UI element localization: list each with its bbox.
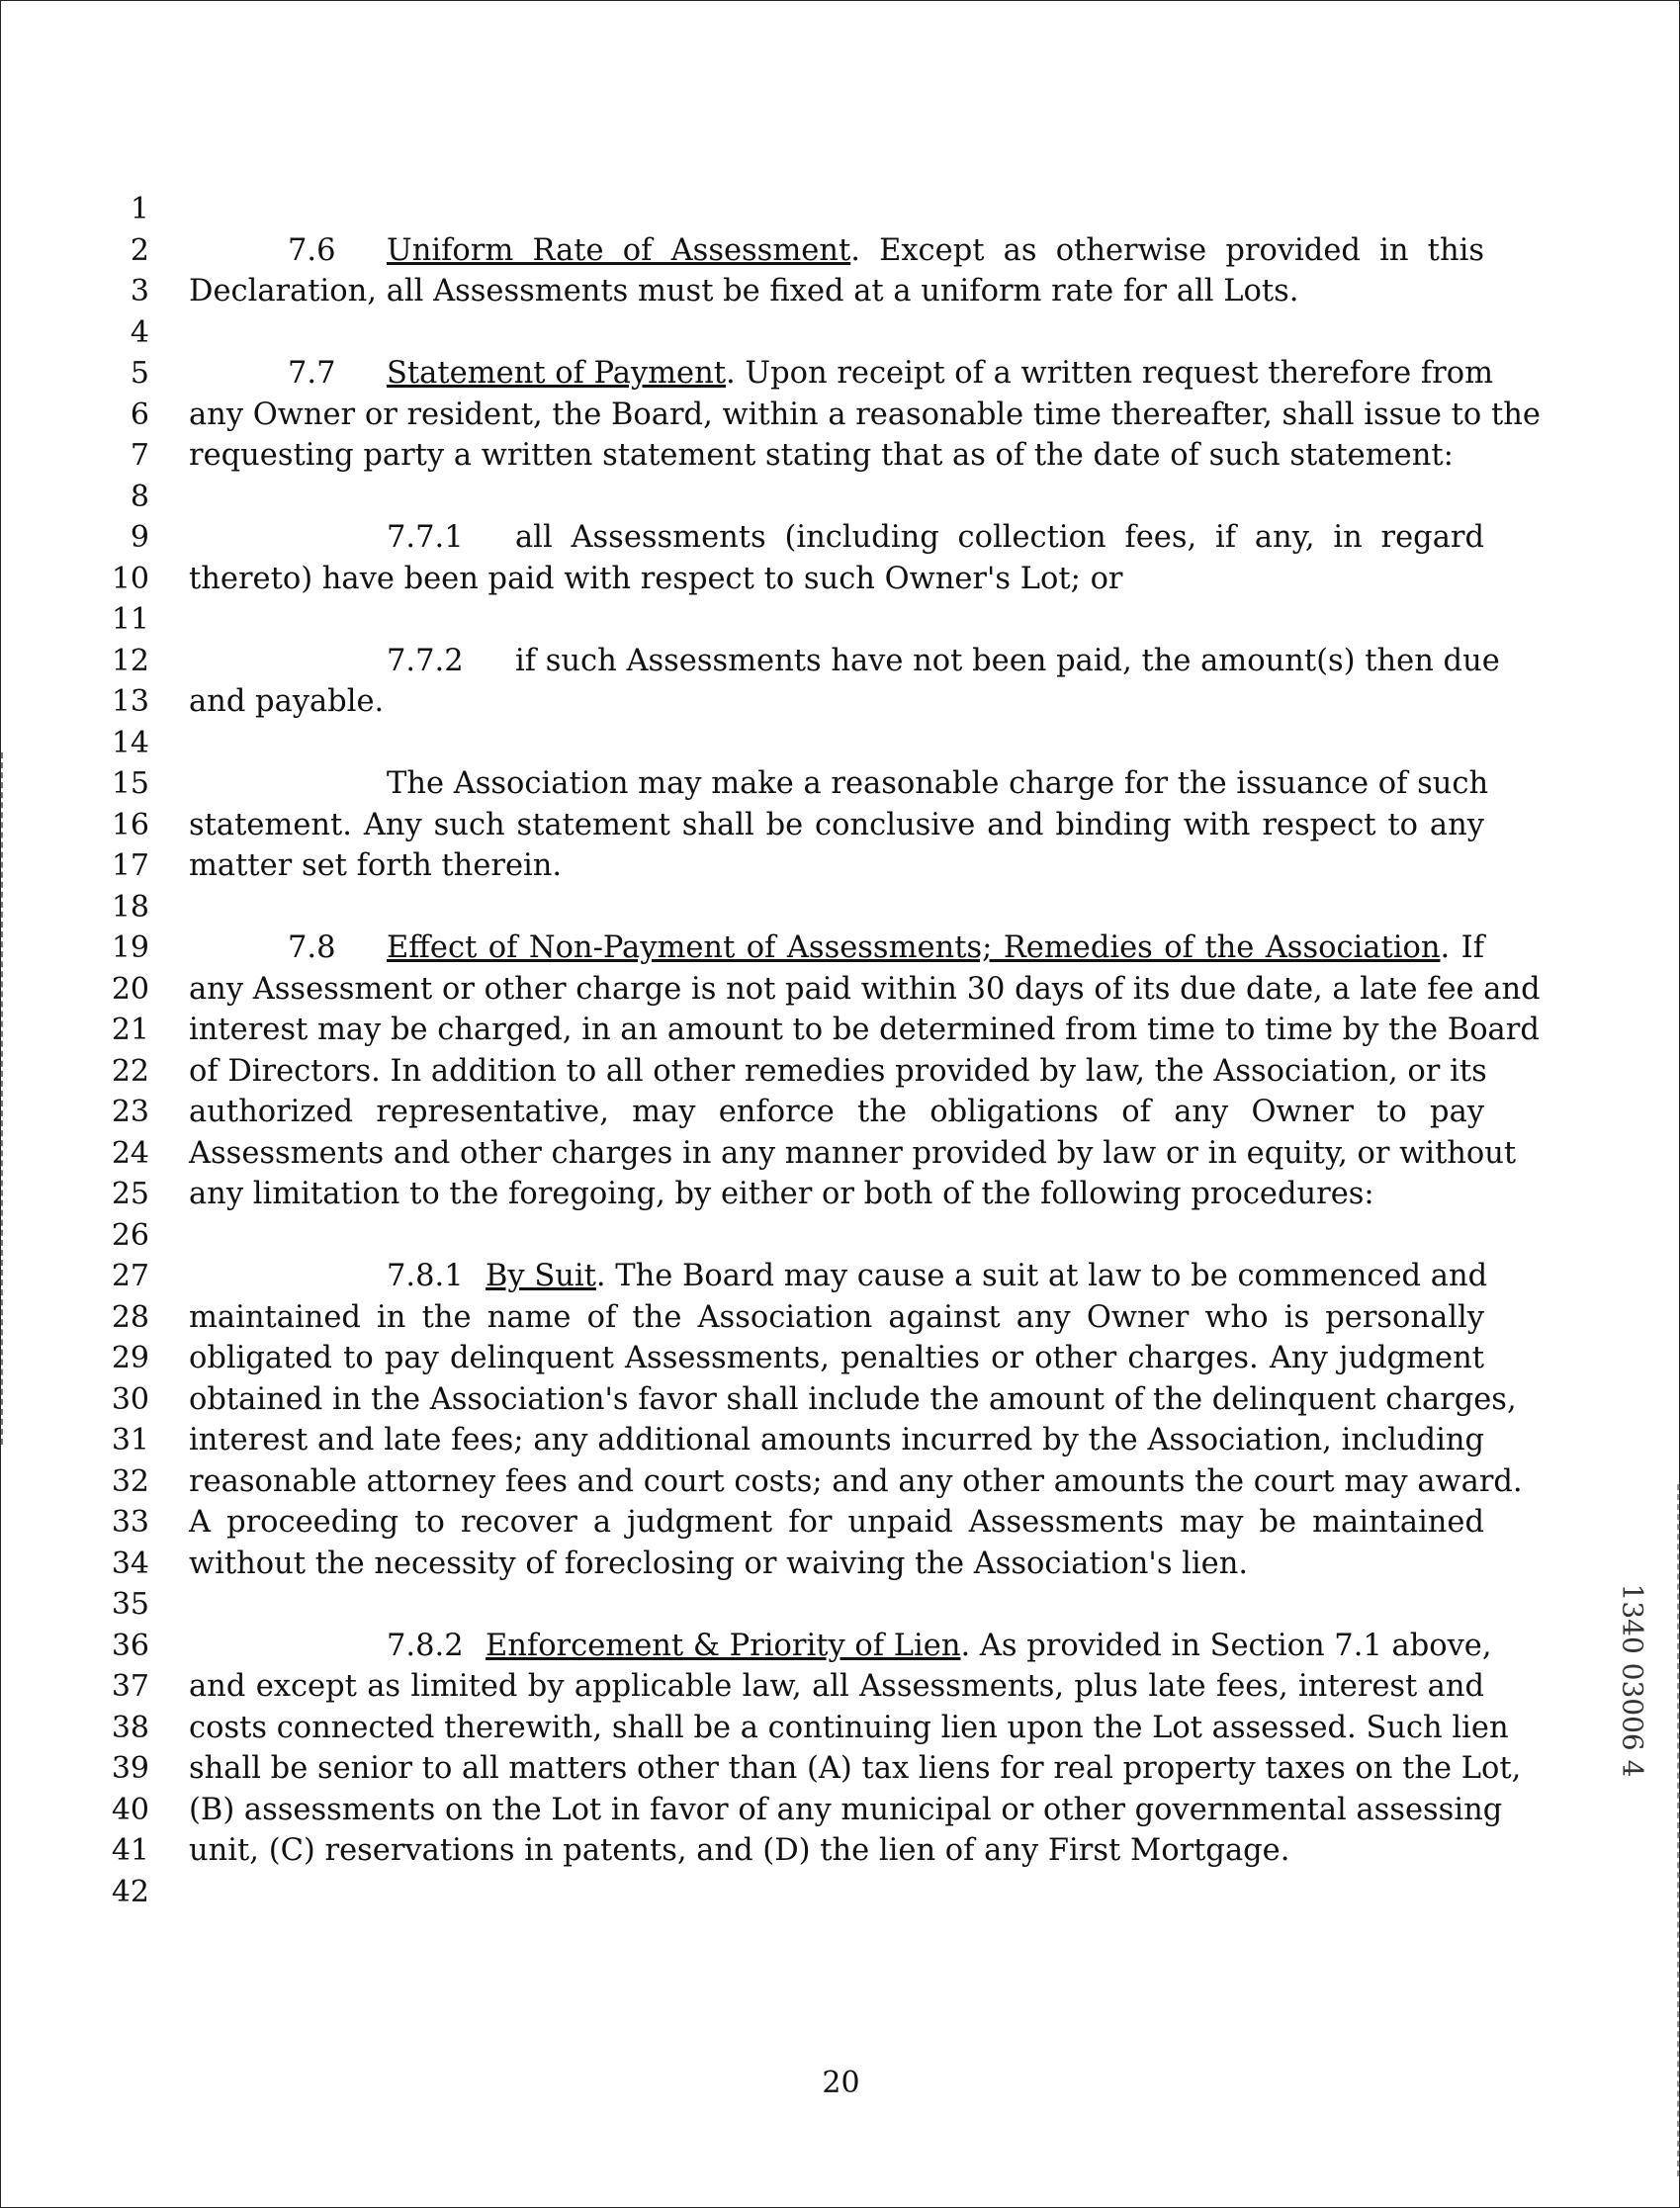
- section-7-8-1-heading-line: 7.8.1 By Suit. The Board may cause a suit at law to be commenced and: [387, 1259, 1488, 1293]
- section-heading: Uniform Rate of Assessment: [387, 232, 851, 268]
- line-number: 14: [111, 725, 149, 760]
- text-line: The Association may make a reasonable charge for the issuance of such: [387, 766, 1489, 801]
- section-heading: Effect of Non-Payment of Assessments; Remedies of the Association: [387, 930, 1441, 965]
- line-number: 31: [111, 1423, 149, 1457]
- line-number: 9: [130, 520, 149, 555]
- text-line: statement. Any such statement shall be conclusive and binding with respect to any: [189, 807, 1484, 842]
- line-number: 34: [111, 1546, 149, 1581]
- line-number: 20: [111, 971, 149, 1007]
- line-number: 8: [130, 479, 149, 514]
- line-number: 30: [111, 1381, 149, 1417]
- section-7-6-heading-line: 7.6 Uniform Rate of Assessment. Except as otherwise provided in this: [288, 232, 1484, 268]
- recording-stamp: 1340 03006 4: [1616, 1583, 1649, 1778]
- line-number: 4: [130, 314, 149, 350]
- text-line: reasonable attorney fees and court costs; and any other amounts the court may award.: [189, 1463, 1523, 1499]
- line-number: 11: [111, 602, 149, 637]
- line-number: 13: [111, 684, 149, 719]
- text-line: any limitation to the foregoing, by either or both of the following procedures:: [189, 1177, 1374, 1211]
- line-number: 23: [111, 1095, 149, 1129]
- line-number: 40: [111, 1792, 149, 1827]
- line-number: 24: [111, 1135, 149, 1171]
- section-7-8-2-heading-line: 7.8.2 Enforcement & Priority of Lien. As provided in Section 7.1 above,: [387, 1628, 1492, 1663]
- document-body: [189, 189, 1541, 1912]
- line-number: 5: [130, 356, 149, 391]
- blank-line: [189, 477, 1484, 518]
- text-line: matter set forth therein.: [189, 848, 563, 883]
- line-number: 22: [111, 1053, 149, 1089]
- line-number: 10: [111, 561, 149, 596]
- line-number: 15: [111, 766, 149, 801]
- line-number: 2: [130, 232, 149, 268]
- line-number: 21: [111, 1013, 149, 1047]
- scan-edge-mark-left: [1, 752, 6, 1445]
- line-number: 6: [130, 397, 149, 432]
- text-line: Assessments and other charges in any manner provided by law or in equity, or without: [189, 1135, 1517, 1171]
- line-number: 35: [111, 1587, 149, 1622]
- text-line: Declaration, all Assessments must be fixed at a uniform rate for all Lots.: [189, 274, 1299, 309]
- blank-line: [189, 189, 1484, 230]
- line-number: 28: [111, 1299, 149, 1335]
- text-line: (B) assessments on the Lot in favor of any municipal or other governmental assessing: [189, 1792, 1503, 1827]
- line-number: 26: [111, 1217, 149, 1253]
- line-number: 12: [111, 643, 149, 678]
- line-number: 42: [111, 1874, 149, 1909]
- text-line: of Directors. In addition to all other remedies provided by law, the Association, or its: [189, 1053, 1487, 1089]
- blank-line: [189, 1872, 1484, 1913]
- text-line: maintained in the name of the Association against any Owner who is personally: [189, 1299, 1484, 1335]
- section-heading: By Suit: [486, 1259, 596, 1293]
- line-number: 16: [111, 807, 149, 842]
- blank-line: [189, 1584, 1484, 1626]
- line-number: 3: [130, 274, 149, 309]
- blank-line: [189, 1215, 1484, 1257]
- line-number: 36: [111, 1628, 149, 1663]
- page-number: 20: [822, 2066, 860, 2100]
- text-line: requesting party a written statement stating that as of the date of such statement:: [189, 438, 1454, 473]
- section-heading: Enforcement & Priority of Lien: [486, 1628, 961, 1663]
- text-line: interest may be charged, in an amount to be determined from time to time by the Board: [189, 1013, 1540, 1047]
- text-line: shall be senior to all matters other than (A) tax liens for real property taxes on the Lot,: [189, 1751, 1522, 1786]
- text-line: and payable.: [189, 684, 385, 719]
- line-number: 27: [111, 1259, 149, 1293]
- text-line: any Owner or resident, the Board, within a reasonable time thereafter, shall issue to the: [189, 397, 1541, 432]
- section-7-7-heading-line: 7.7 Statement of Payment. Upon receipt of a written request therefore from: [288, 356, 1494, 391]
- line-number: 19: [111, 930, 149, 965]
- line-number-column: [100, 189, 149, 1912]
- text-line: thereto) have been paid with respect to such Owner's Lot; or: [189, 561, 1123, 596]
- section-heading: Statement of Payment: [387, 356, 726, 391]
- blank-line: [189, 887, 1484, 928]
- line-number: 1: [130, 192, 149, 226]
- line-number: 41: [111, 1833, 149, 1868]
- line-number: 7: [130, 438, 149, 473]
- text-line: without the necessity of foreclosing or waiving the Association's lien.: [189, 1546, 1249, 1581]
- line-number: 39: [111, 1751, 149, 1786]
- blank-line: [189, 599, 1484, 641]
- line-number: 38: [111, 1710, 149, 1745]
- text-line: A proceeding to recover a judgment for unpaid Assessments may be maintained: [189, 1505, 1484, 1540]
- line-number: 32: [111, 1463, 149, 1499]
- text-line: authorized representative, may enforce the obligations of any Owner to pay: [189, 1095, 1484, 1129]
- blank-line: [189, 312, 1484, 354]
- blank-line: [189, 723, 1484, 764]
- text-line: obligated to pay delinquent Assessments, penalties or other charges. Any judgment: [189, 1341, 1484, 1375]
- text-line: any Assessment or other charge is not paid within 30 days of its due date, a late fee and: [189, 971, 1541, 1007]
- section-7-7-2-line: 7.7.2 if such Assessments have not been paid, the amount(s) then due: [387, 643, 1500, 678]
- line-number: 37: [111, 1669, 149, 1704]
- text-line: costs connected therewith, shall be a continuing lien upon the Lot assessed. Such lien: [189, 1710, 1509, 1745]
- text-line: obtained in the Association's favor shall include the amount of the delinquent charges,: [189, 1381, 1517, 1417]
- section-7-7-1-line: 7.7.1 all Assessments (including collection fees, if any, in regard: [387, 520, 1484, 555]
- text-line: interest and late fees; any additional amounts incurred by the Association, including: [189, 1423, 1484, 1457]
- line-number: 18: [111, 889, 149, 925]
- line-number: 25: [111, 1177, 149, 1211]
- line-number: 33: [111, 1505, 149, 1540]
- text-line: unit, (C) reservations in patents, and (D) the lien of any First Mortgage.: [189, 1833, 1290, 1868]
- text-line: and except as limited by applicable law, all Assessments, plus late fees, interest and: [189, 1669, 1484, 1704]
- line-number: 17: [111, 848, 149, 883]
- section-7-8-heading-line: 7.8 Effect of Non-Payment of Assessments; Remedies of the Association. If: [288, 930, 1484, 965]
- line-number: 29: [111, 1341, 149, 1375]
